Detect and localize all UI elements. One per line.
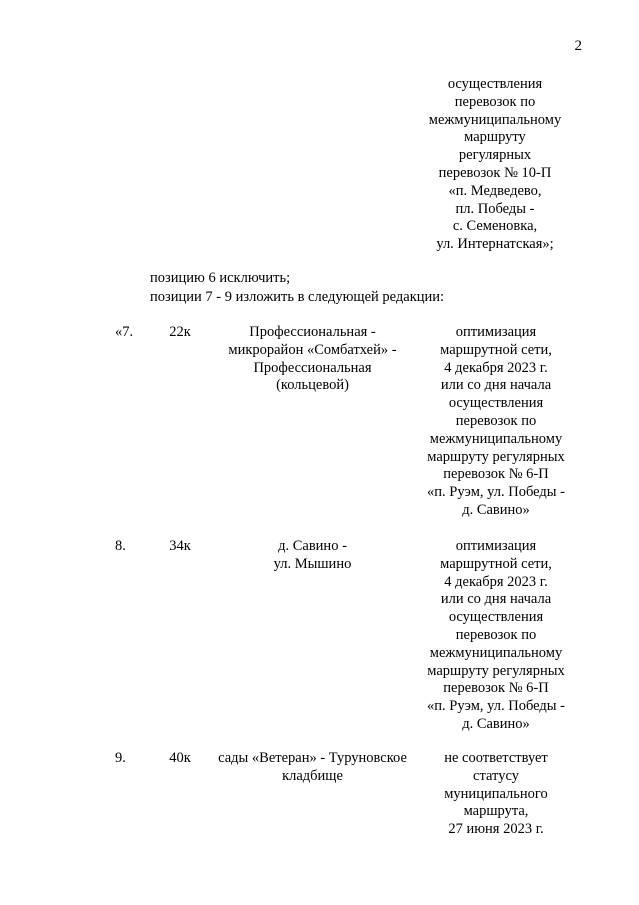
text-line: осуществления — [448, 609, 544, 626]
text-line: (кольцевой) — [276, 377, 349, 394]
text-line: перевозок № 6-П — [443, 680, 549, 697]
instruction-restate: позиции 7 - 9 изложить в следующей редакции: — [150, 289, 445, 305]
text-line: 4 декабря 2023 г. — [444, 359, 548, 376]
top-continuation-cell — [420, 76, 570, 254]
reason-text — [420, 324, 572, 520]
row-number: «7. — [115, 324, 134, 340]
text-line: перевозок № 6-П — [443, 466, 549, 483]
text-line: с. Семеновка, — [452, 218, 538, 235]
text-line: микрорайон «Сомбатхей» - — [228, 341, 397, 358]
text-line: ул. Мышино — [273, 555, 352, 572]
text-line: перевозок по — [455, 412, 537, 429]
text-line: межмуниципальному — [429, 644, 563, 661]
text-line: маршрутной сети, — [440, 341, 552, 358]
route-name — [205, 750, 420, 786]
text-line: оптимизация — [455, 538, 537, 554]
row-number: 9. — [115, 750, 126, 766]
text-line: д. Савино» — [462, 501, 530, 518]
route-name — [205, 324, 420, 395]
text-line: маршрутной сети, — [440, 555, 552, 572]
text-line: маршрута, — [463, 803, 529, 820]
text-line: не соответствует — [444, 750, 548, 766]
text-line: перевозок по — [454, 93, 536, 110]
reason-text — [420, 750, 572, 839]
text-line: ул. Интернатская»; — [436, 236, 554, 253]
text-line: муниципального — [444, 785, 548, 802]
text-line: межмуниципальному — [429, 430, 563, 447]
text-line: осуществления — [447, 76, 543, 92]
route-code: 34к — [169, 538, 191, 554]
text-line: перевозок № 10-П — [438, 164, 552, 181]
text-line: или со дня начала — [440, 591, 552, 608]
text-line: Профессиональная — [253, 359, 372, 376]
text-line: маршруту регулярных — [427, 448, 565, 465]
text-line: д. Савино - — [278, 538, 347, 554]
row-number: 8. — [115, 538, 126, 554]
reason-text — [420, 538, 572, 734]
text-line: маршруту — [464, 129, 526, 146]
text-line: д. Савино» — [462, 715, 530, 732]
text-line: оптимизация — [455, 324, 537, 340]
text-line: осуществления — [448, 395, 544, 412]
text-line: кладбище — [282, 767, 343, 784]
instruction-exclude: позицию 6 исключить; — [150, 270, 291, 286]
route-code: 40к — [169, 750, 191, 766]
text-line: «п. Медведево, — [448, 182, 542, 199]
text-line: «п. Руэм, ул. Победы - — [427, 484, 565, 501]
text-line: перевозок по — [455, 626, 537, 643]
text-line: межмуниципальному — [428, 111, 562, 128]
route-code: 22к — [169, 324, 191, 340]
text-line: или со дня начала — [440, 377, 552, 394]
text-line: пл. Победы - — [455, 200, 535, 217]
route-name — [205, 538, 420, 574]
text-line: регулярных — [458, 147, 532, 164]
text-line: 4 декабря 2023 г. — [444, 573, 548, 590]
text-line: сады «Ветеран» - Туруновское — [218, 750, 407, 766]
text-line: маршруту регулярных — [427, 662, 565, 679]
text-line: статусу — [473, 767, 519, 784]
text-line: 27 июня 2023 г. — [448, 821, 544, 838]
page-number: 2 — [574, 38, 582, 54]
text-line: «п. Руэм, ул. Победы - — [427, 698, 565, 715]
text-line: Профессиональная - — [249, 324, 376, 340]
